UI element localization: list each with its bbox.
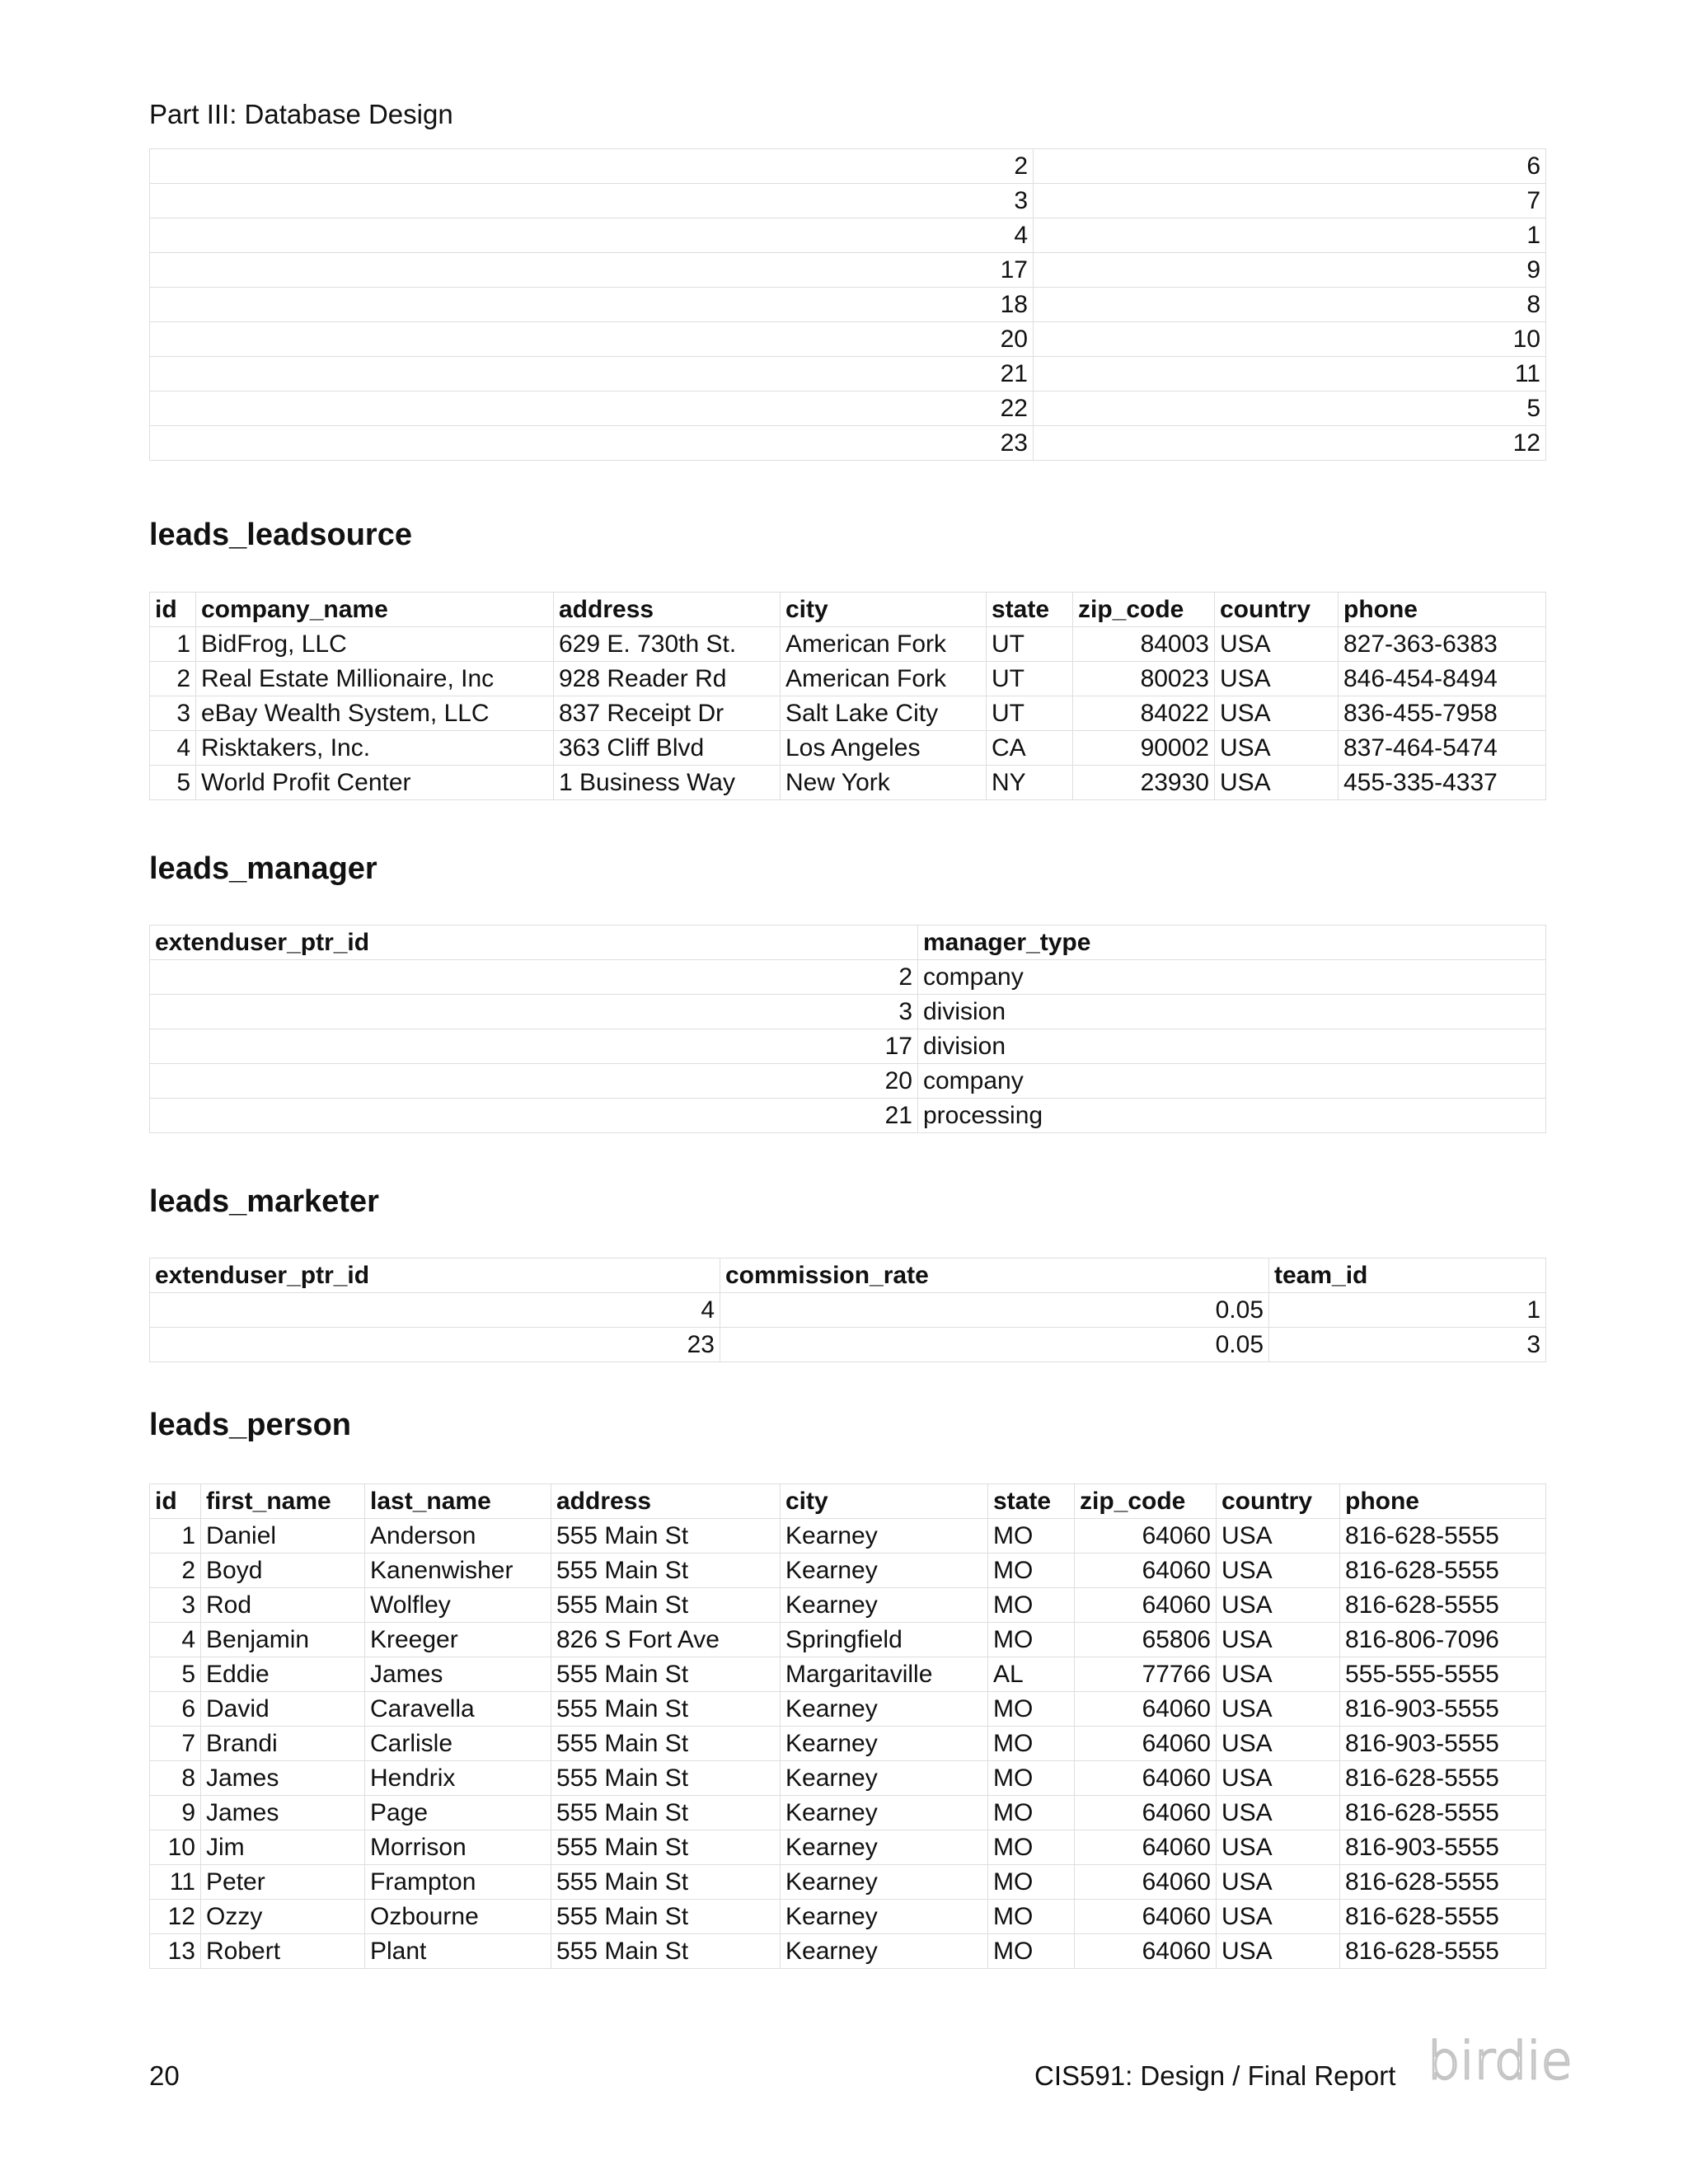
table-cell: USA bbox=[1217, 1692, 1340, 1727]
table-cell: UT bbox=[987, 696, 1073, 731]
table-cell: 17 bbox=[150, 253, 1034, 288]
column-header-first-name: first_name bbox=[201, 1484, 365, 1519]
table-cell: 64060 bbox=[1075, 1519, 1217, 1554]
column-header-city: city bbox=[781, 1484, 988, 1519]
table-cell: Kearney bbox=[781, 1727, 988, 1761]
table-cell: 8 bbox=[1034, 288, 1546, 322]
table-cell: 2 bbox=[150, 662, 196, 696]
logo-lettering: birdie bbox=[1428, 2031, 1573, 2091]
table-cell: Kearney bbox=[781, 1934, 988, 1969]
table-cell: 6 bbox=[150, 1692, 201, 1727]
table-cell: Kanenwisher bbox=[365, 1554, 551, 1588]
table-cell: 20 bbox=[150, 322, 1034, 357]
table-row bbox=[150, 149, 1546, 184]
table-cell: 4 bbox=[150, 218, 1034, 253]
table-row bbox=[150, 1865, 1546, 1900]
table-cell: Ozzy bbox=[201, 1900, 365, 1934]
table-cell: Peter bbox=[201, 1865, 365, 1900]
table-cell: American Fork bbox=[781, 662, 987, 696]
table-cell: 64060 bbox=[1075, 1796, 1217, 1830]
table-cell: MO bbox=[988, 1865, 1075, 1900]
table-row bbox=[150, 218, 1546, 253]
table-cell: 5 bbox=[1034, 391, 1546, 426]
table-cell: USA bbox=[1217, 1900, 1340, 1934]
table-cell: USA bbox=[1217, 1830, 1340, 1865]
table-cell: USA bbox=[1217, 1934, 1340, 1969]
table-cell: 0.05 bbox=[720, 1328, 1269, 1362]
table-cell: 13 bbox=[150, 1934, 201, 1969]
column-header-extenduser-ptr-id: extenduser_ptr_id bbox=[150, 1258, 720, 1293]
table-row bbox=[150, 1328, 1546, 1362]
table-cell: 555 Main St bbox=[551, 1692, 781, 1727]
table-cell: Kearney bbox=[781, 1900, 988, 1934]
table-cell: MO bbox=[988, 1588, 1075, 1623]
table-cell: World Profit Center bbox=[196, 766, 554, 800]
table-cell: 2 bbox=[150, 1554, 201, 1588]
table-row bbox=[150, 662, 1546, 696]
table-cell: Brandi bbox=[201, 1727, 365, 1761]
table-row bbox=[150, 960, 1546, 995]
table-row bbox=[150, 1830, 1546, 1865]
table-cell: Boyd bbox=[201, 1554, 365, 1588]
table-cell: Morrison bbox=[365, 1830, 551, 1865]
table-cell: 0.05 bbox=[720, 1293, 1269, 1328]
table-cell: New York bbox=[781, 766, 987, 800]
table-cell: 5 bbox=[150, 766, 196, 800]
table-cell: 12 bbox=[150, 1900, 201, 1934]
table-cell: USA bbox=[1215, 731, 1339, 766]
table-cell: 12 bbox=[1034, 426, 1546, 461]
table-cell: Caravella bbox=[365, 1692, 551, 1727]
table-cell: 18 bbox=[150, 288, 1034, 322]
table-row bbox=[150, 1796, 1546, 1830]
table-row bbox=[150, 357, 1546, 391]
page-header-title: Part III: Database Design bbox=[149, 99, 453, 129]
table-cell: company bbox=[918, 1064, 1546, 1099]
table-cell: American Fork bbox=[781, 627, 987, 662]
table-cell: Kearney bbox=[781, 1761, 988, 1796]
table-cell: Risktakers, Inc. bbox=[196, 731, 554, 766]
table-cell: Rod bbox=[201, 1588, 365, 1623]
table-cell: 555 Main St bbox=[551, 1900, 781, 1934]
table-cell: USA bbox=[1215, 696, 1339, 731]
table-cell: 64060 bbox=[1075, 1761, 1217, 1796]
table-cell: 816-628-5555 bbox=[1340, 1519, 1546, 1554]
table-row bbox=[150, 322, 1546, 357]
table-cell: 555 Main St bbox=[551, 1830, 781, 1865]
table-cell: division bbox=[918, 1029, 1546, 1064]
table-row bbox=[150, 1519, 1546, 1554]
table-cell: 1 bbox=[1269, 1293, 1546, 1328]
table-cell: 816-628-5555 bbox=[1340, 1934, 1546, 1969]
page-number: 20 bbox=[149, 2060, 180, 2091]
table-cell: Robert bbox=[201, 1934, 365, 1969]
table-cell: 77766 bbox=[1075, 1657, 1217, 1692]
table-cell: division bbox=[918, 995, 1546, 1029]
table-cell: 555 Main St bbox=[551, 1865, 781, 1900]
table-cell: Salt Lake City bbox=[781, 696, 987, 731]
table-cell: James bbox=[201, 1796, 365, 1830]
table-cell: 84022 bbox=[1073, 696, 1215, 731]
table-cell: MO bbox=[988, 1761, 1075, 1796]
column-header-country: country bbox=[1217, 1484, 1340, 1519]
table-cell: USA bbox=[1217, 1554, 1340, 1588]
table-cell: 64060 bbox=[1075, 1588, 1217, 1623]
table-row bbox=[150, 1099, 1546, 1133]
table-cell: 555 Main St bbox=[551, 1761, 781, 1796]
marketer-table bbox=[149, 1258, 1546, 1362]
table-cell: 9 bbox=[1034, 253, 1546, 288]
table-cell: 17 bbox=[150, 1029, 918, 1064]
table-cell: 11 bbox=[150, 1865, 201, 1900]
table-row bbox=[150, 1064, 1546, 1099]
manager-table bbox=[149, 925, 1546, 1133]
table-cell: 65806 bbox=[1075, 1623, 1217, 1657]
table-cell: 64060 bbox=[1075, 1692, 1217, 1727]
table-cell: 64060 bbox=[1075, 1830, 1217, 1865]
table-cell: Anderson bbox=[365, 1519, 551, 1554]
table-cell: MO bbox=[988, 1830, 1075, 1865]
column-header-state: state bbox=[988, 1484, 1075, 1519]
table-cell: 816-628-5555 bbox=[1340, 1796, 1546, 1830]
table-cell: USA bbox=[1217, 1761, 1340, 1796]
table-cell: 3 bbox=[150, 184, 1034, 218]
table-cell: 11 bbox=[1034, 357, 1546, 391]
table-cell: MO bbox=[988, 1796, 1075, 1830]
table-row bbox=[150, 995, 1546, 1029]
table-cell: 827-363-6383 bbox=[1339, 627, 1546, 662]
table-cell: 64060 bbox=[1075, 1934, 1217, 1969]
table-cell: 816-628-5555 bbox=[1340, 1900, 1546, 1934]
table-cell: Kearney bbox=[781, 1588, 988, 1623]
table-cell: 10 bbox=[150, 1830, 201, 1865]
column-header-state: state bbox=[987, 593, 1073, 627]
table-cell: James bbox=[201, 1761, 365, 1796]
table-cell: 80023 bbox=[1073, 662, 1215, 696]
table-cell: David bbox=[201, 1692, 365, 1727]
table-cell: 21 bbox=[150, 1099, 918, 1133]
column-header-id: id bbox=[150, 593, 196, 627]
column-header-commission-rate: commission_rate bbox=[720, 1258, 1269, 1293]
leadsource-table bbox=[149, 592, 1546, 800]
table-row bbox=[150, 1900, 1546, 1934]
table-cell: MO bbox=[988, 1623, 1075, 1657]
table-cell: 10 bbox=[1034, 322, 1546, 357]
table-cell: 64060 bbox=[1075, 1554, 1217, 1588]
column-header-last-name: last_name bbox=[365, 1484, 551, 1519]
table-cell: 64060 bbox=[1075, 1900, 1217, 1934]
table-cell: USA bbox=[1217, 1519, 1340, 1554]
table-cell: MO bbox=[988, 1554, 1075, 1588]
column-header-company-name: company_name bbox=[196, 593, 554, 627]
table-cell: 1 bbox=[150, 627, 196, 662]
table-cell: 2 bbox=[150, 149, 1034, 184]
table-cell: AL bbox=[988, 1657, 1075, 1692]
table-cell: Page bbox=[365, 1796, 551, 1830]
report-title: CIS591: Design / Final Report bbox=[1034, 2060, 1396, 2091]
table-cell: 7 bbox=[150, 1727, 201, 1761]
column-header-manager-type: manager_type bbox=[918, 926, 1546, 960]
table-cell: Benjamin bbox=[201, 1623, 365, 1657]
table-cell: MO bbox=[988, 1519, 1075, 1554]
table-cell: 8 bbox=[150, 1761, 201, 1796]
table-cell: 3 bbox=[150, 696, 196, 731]
column-header-extenduser-ptr-id: extenduser_ptr_id bbox=[150, 926, 918, 960]
table-cell: company bbox=[918, 960, 1546, 995]
column-header-phone: phone bbox=[1339, 593, 1546, 627]
table-cell: Los Angeles bbox=[781, 731, 987, 766]
table-cell: Kearney bbox=[781, 1796, 988, 1830]
table-cell: Frampton bbox=[365, 1865, 551, 1900]
table-cell: 2 bbox=[150, 960, 918, 995]
table-cell: USA bbox=[1215, 766, 1339, 800]
table-cell: Carlisle bbox=[365, 1727, 551, 1761]
table-cell: 816-628-5555 bbox=[1340, 1588, 1546, 1623]
column-header-zip-code: zip_code bbox=[1073, 593, 1215, 627]
table-cell: Plant bbox=[365, 1934, 551, 1969]
table-cell: 928 Reader Rd bbox=[554, 662, 781, 696]
column-header-country: country bbox=[1215, 593, 1339, 627]
table-cell: 816-628-5555 bbox=[1340, 1865, 1546, 1900]
table-row bbox=[150, 1029, 1546, 1064]
table-cell: USA bbox=[1217, 1588, 1340, 1623]
table-cell: USA bbox=[1215, 627, 1339, 662]
table-cell: 555-555-5555 bbox=[1340, 1657, 1546, 1692]
table-cell: Real Estate Millionaire, Inc bbox=[196, 662, 554, 696]
table-cell: 555 Main St bbox=[551, 1519, 781, 1554]
table-cell: 555 Main St bbox=[551, 1657, 781, 1692]
table-cell: 4 bbox=[150, 1623, 201, 1657]
table-row bbox=[150, 426, 1546, 461]
table-cell: 1 bbox=[1034, 218, 1546, 253]
table-cell: USA bbox=[1217, 1657, 1340, 1692]
table-cell: MO bbox=[988, 1727, 1075, 1761]
table-cell: 3 bbox=[1269, 1328, 1546, 1362]
table-cell: MO bbox=[988, 1692, 1075, 1727]
table-cell: Ozbourne bbox=[365, 1900, 551, 1934]
table-cell: 4 bbox=[150, 1293, 720, 1328]
table-cell: 555 Main St bbox=[551, 1796, 781, 1830]
section-title-person: leads_person bbox=[149, 1408, 351, 1442]
table-cell: 3 bbox=[150, 995, 918, 1029]
column-header-team-id: team_id bbox=[1269, 1258, 1546, 1293]
table-cell: 555 Main St bbox=[551, 1934, 781, 1969]
table-cell: 455-335-4337 bbox=[1339, 766, 1546, 800]
table-cell: 826 S Fort Ave bbox=[551, 1623, 781, 1657]
table-cell: BidFrog, LLC bbox=[196, 627, 554, 662]
table-cell: 23930 bbox=[1073, 766, 1215, 800]
table-cell: Kearney bbox=[781, 1865, 988, 1900]
table-cell: 816-628-5555 bbox=[1340, 1761, 1546, 1796]
table-cell: 1 bbox=[150, 1519, 201, 1554]
table-cell: 23 bbox=[150, 1328, 720, 1362]
table-row bbox=[150, 731, 1546, 766]
table-cell: 629 E. 730th St. bbox=[554, 627, 781, 662]
table-cell: Hendrix bbox=[365, 1761, 551, 1796]
table-cell: 64060 bbox=[1075, 1727, 1217, 1761]
table-row bbox=[150, 1727, 1546, 1761]
table-cell: USA bbox=[1217, 1727, 1340, 1761]
table-cell: 816-903-5555 bbox=[1340, 1692, 1546, 1727]
table-cell: 21 bbox=[150, 357, 1034, 391]
table-cell: USA bbox=[1217, 1623, 1340, 1657]
table-cell: Margaritaville bbox=[781, 1657, 988, 1692]
table-cell: 84003 bbox=[1073, 627, 1215, 662]
section-title-leadsource: leads_leadsource bbox=[149, 518, 412, 552]
table-cell: 22 bbox=[150, 391, 1034, 426]
table-cell: 816-628-5555 bbox=[1340, 1554, 1546, 1588]
table-cell: Jim bbox=[201, 1830, 365, 1865]
table-row bbox=[150, 253, 1546, 288]
continued-table bbox=[149, 148, 1546, 461]
table-cell: Eddie bbox=[201, 1657, 365, 1692]
table-cell: 7 bbox=[1034, 184, 1546, 218]
person-table bbox=[149, 1483, 1546, 1969]
column-header-address: address bbox=[551, 1484, 781, 1519]
section-title-manager: leads_manager bbox=[149, 851, 377, 886]
table-cell: 23 bbox=[150, 426, 1034, 461]
table-row bbox=[150, 184, 1546, 218]
table-cell: 816-903-5555 bbox=[1340, 1727, 1546, 1761]
table-row bbox=[150, 1692, 1546, 1727]
table-cell: USA bbox=[1217, 1796, 1340, 1830]
table-row bbox=[150, 1623, 1546, 1657]
table-row bbox=[150, 1761, 1546, 1796]
table-cell: Kearney bbox=[781, 1519, 988, 1554]
table-cell: UT bbox=[987, 627, 1073, 662]
table-cell: processing bbox=[918, 1099, 1546, 1133]
table-cell: 555 Main St bbox=[551, 1588, 781, 1623]
table-cell: NY bbox=[987, 766, 1073, 800]
table-cell: Kearney bbox=[781, 1692, 988, 1727]
table-cell: 363 Cliff Blvd bbox=[554, 731, 781, 766]
table-cell: 20 bbox=[150, 1064, 918, 1099]
table-cell: Kearney bbox=[781, 1830, 988, 1865]
table-row bbox=[150, 1657, 1546, 1692]
table-cell: 836-455-7958 bbox=[1339, 696, 1546, 731]
table-cell: 846-454-8494 bbox=[1339, 662, 1546, 696]
table-cell: Daniel bbox=[201, 1519, 365, 1554]
table-cell: 6 bbox=[1034, 149, 1546, 184]
column-header-id: id bbox=[150, 1484, 201, 1519]
table-cell: UT bbox=[987, 662, 1073, 696]
table-cell: MO bbox=[988, 1900, 1075, 1934]
column-header-city: city bbox=[781, 593, 987, 627]
table-cell: 3 bbox=[150, 1588, 201, 1623]
birdie-logo bbox=[1424, 2029, 1573, 2099]
table-cell: Kearney bbox=[781, 1554, 988, 1588]
table-cell: 1 Business Way bbox=[554, 766, 781, 800]
table-row bbox=[150, 766, 1546, 800]
table-cell: James bbox=[365, 1657, 551, 1692]
table-row bbox=[150, 1588, 1546, 1623]
table-row bbox=[150, 288, 1546, 322]
table-cell: Wolfley bbox=[365, 1588, 551, 1623]
table-cell: Kreeger bbox=[365, 1623, 551, 1657]
column-header-address: address bbox=[554, 593, 781, 627]
table-cell: 837 Receipt Dr bbox=[554, 696, 781, 731]
table-cell: 9 bbox=[150, 1796, 201, 1830]
table-row bbox=[150, 391, 1546, 426]
table-cell: 816-903-5555 bbox=[1340, 1830, 1546, 1865]
table-row bbox=[150, 627, 1546, 662]
table-row bbox=[150, 1934, 1546, 1969]
table-cell: MO bbox=[988, 1934, 1075, 1969]
table-row bbox=[150, 1554, 1546, 1588]
table-cell: 5 bbox=[150, 1657, 201, 1692]
column-header-phone: phone bbox=[1340, 1484, 1546, 1519]
table-cell: USA bbox=[1215, 662, 1339, 696]
table-cell: CA bbox=[987, 731, 1073, 766]
table-cell: 837-464-5474 bbox=[1339, 731, 1546, 766]
table-cell: 555 Main St bbox=[551, 1727, 781, 1761]
table-row bbox=[150, 696, 1546, 731]
table-cell: 816-806-7096 bbox=[1340, 1623, 1546, 1657]
table-cell: Springfield bbox=[781, 1623, 988, 1657]
column-header-zip-code: zip_code bbox=[1075, 1484, 1217, 1519]
table-cell: 90002 bbox=[1073, 731, 1215, 766]
table-cell: 555 Main St bbox=[551, 1554, 781, 1588]
table-cell: USA bbox=[1217, 1865, 1340, 1900]
table-row bbox=[150, 1293, 1546, 1328]
table-cell: 4 bbox=[150, 731, 196, 766]
table-cell: 64060 bbox=[1075, 1865, 1217, 1900]
table-cell: eBay Wealth System, LLC bbox=[196, 696, 554, 731]
section-title-marketer: leads_marketer bbox=[149, 1184, 379, 1219]
